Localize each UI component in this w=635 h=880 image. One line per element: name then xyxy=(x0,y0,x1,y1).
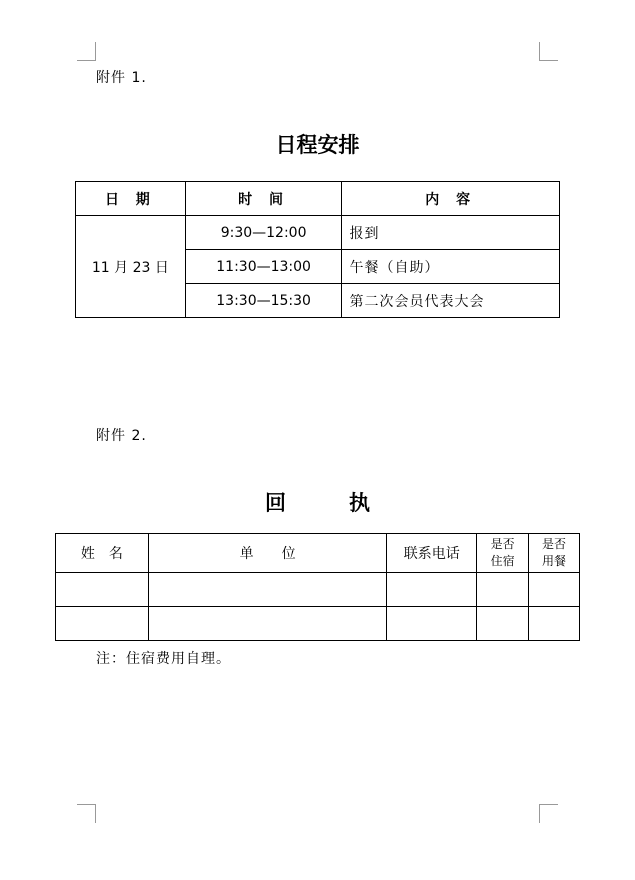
date-cell: 11 月 23 日 xyxy=(76,216,186,318)
header-phone: 联系电话 xyxy=(387,534,477,573)
time-cell: 11:30—13:00 xyxy=(185,250,342,284)
lodging-cell xyxy=(477,607,529,641)
schedule-table xyxy=(75,181,560,318)
name-cell xyxy=(56,573,149,607)
content-cell: 第二次会员代表大会 xyxy=(342,284,560,318)
page-corner-mark-bottom-right xyxy=(539,804,558,823)
reply-note: 注：住宿费用自理。 xyxy=(96,651,231,667)
header-date: 日 期 xyxy=(76,182,186,216)
reply-title: 回 执 xyxy=(265,491,370,515)
lodging-cell xyxy=(477,573,529,607)
table-row xyxy=(56,573,580,607)
attachment-1-label: 附件 1. xyxy=(96,70,147,86)
meal-cell xyxy=(529,607,580,641)
content-cell: 报到 xyxy=(342,216,560,250)
reply-form-table xyxy=(55,533,580,641)
attachment-2-label: 附件 2. xyxy=(96,428,147,444)
header-lodging-line-1: 是否 xyxy=(490,537,515,551)
unit-cell xyxy=(148,573,387,607)
header-lodging xyxy=(477,534,529,573)
time-cell: 13:30—15:30 xyxy=(185,284,342,318)
phone-cell xyxy=(387,573,477,607)
schedule-header-row xyxy=(76,182,560,216)
content-cell: 午餐（自助） xyxy=(342,250,560,284)
header-lodging-line-2: 住宿 xyxy=(490,554,515,568)
page-corner-mark-top-right xyxy=(539,42,558,61)
table-row xyxy=(56,607,580,641)
header-meal-line-1: 是否 xyxy=(542,537,567,551)
unit-cell xyxy=(148,607,387,641)
header-meal-line-2: 用餐 xyxy=(542,554,567,568)
reply-header-row xyxy=(56,534,580,573)
name-cell xyxy=(56,607,149,641)
phone-cell xyxy=(387,607,477,641)
meal-cell xyxy=(529,573,580,607)
header-unit: 单 位 xyxy=(148,534,387,573)
page-corner-mark-top-left xyxy=(77,42,96,61)
page-corner-mark-bottom-left xyxy=(77,804,96,823)
header-time: 时 间 xyxy=(185,182,342,216)
header-content: 内 容 xyxy=(342,182,560,216)
schedule-title: 日程安排 xyxy=(275,133,360,157)
header-meal xyxy=(529,534,580,573)
table-row xyxy=(76,216,560,250)
time-cell: 9:30—12:00 xyxy=(185,216,342,250)
header-name: 姓 名 xyxy=(56,534,149,573)
